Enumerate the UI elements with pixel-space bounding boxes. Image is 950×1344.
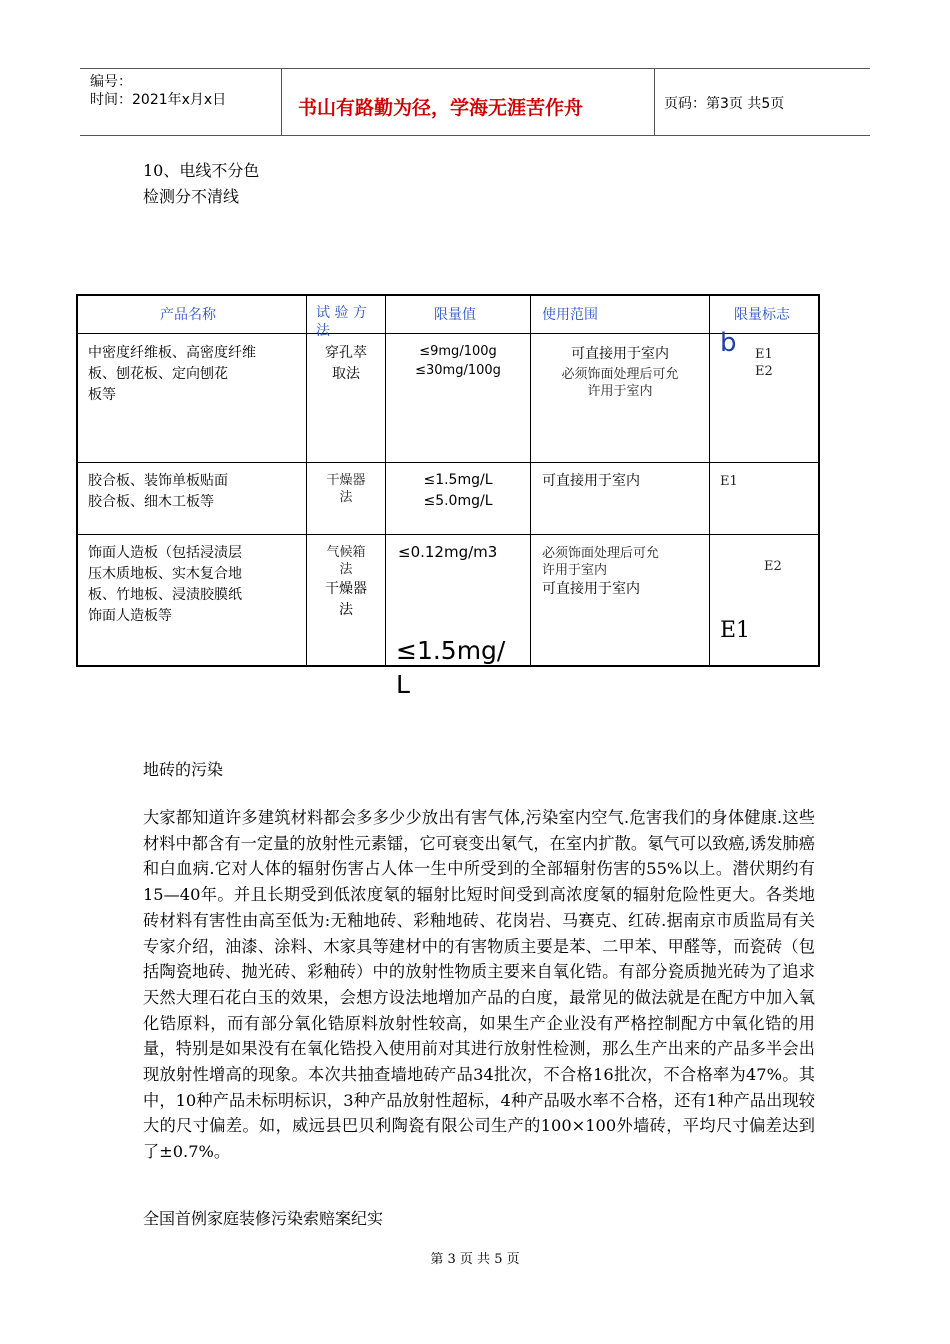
header-divider [281, 68, 282, 136]
limit-value-line: ≤1.5mg/ [396, 636, 506, 665]
method-line: 干燥器 [325, 581, 367, 597]
scope-main: 可直接用于室内 [542, 581, 640, 597]
limit-mark-stray-glyph: b [720, 328, 737, 358]
intro-line-1: 10、电线不分色 [143, 161, 260, 180]
limit-value: ≤1.5mg/L [423, 472, 493, 488]
header-test-method: 试 验 方 法 [316, 305, 367, 339]
product-name-line: 压木质地板、实木复合地 [88, 566, 242, 582]
product-name-line: 饰面人造板（包括浸渍层 [88, 545, 242, 561]
method-line: 干燥器 [326, 473, 366, 488]
limit-mark: E2 [764, 559, 782, 574]
document-number-label: 编号： [90, 74, 132, 90]
row-divider [78, 534, 818, 535]
limit-value: ≤30mg/100g [415, 363, 501, 378]
section-title: 地砖的污染 [143, 760, 224, 779]
row-divider [78, 333, 818, 334]
limit-value: ≤9mg/100g [419, 344, 497, 359]
limit-value-line: L [396, 670, 410, 699]
header-limit-mark: 限量标志 [734, 307, 790, 323]
header-motto: 书山有路勤为径，学海无涯苦作舟 [298, 97, 584, 119]
header-product-name: 产品名称 [160, 307, 216, 323]
col-divider [306, 296, 307, 665]
limit-value: ≤5.0mg/L [423, 493, 493, 509]
header-top-rule [80, 68, 870, 69]
product-name-line: 中密度纤维板、高密度纤维 [88, 345, 256, 361]
product-name-line: 板、竹地板、浸渍胶膜纸 [88, 587, 242, 603]
intro-line-2: 检测分不清线 [143, 187, 240, 206]
document-time-label: 时间：2021年x月x日 [90, 92, 227, 108]
limit-value: ≤0.12mg/m3 [398, 543, 498, 561]
page-footer: 第 3 页 共 5 页 [430, 1252, 520, 1267]
header-scope: 使用范围 [542, 307, 598, 323]
header-divider [654, 68, 655, 136]
header-bottom-rule [80, 135, 870, 136]
product-name-line: 胶合板、细木工板等 [88, 494, 214, 510]
method-line: 气候箱 [326, 545, 366, 560]
method-line: 法 [339, 602, 353, 618]
header-limit-value: 限量值 [434, 307, 476, 323]
limits-table [76, 294, 820, 667]
limit-value-overflow [396, 634, 505, 702]
product-name-line: 饰面人造板等 [88, 608, 172, 624]
scope-sub-line: 许用于室内 [587, 384, 653, 399]
method-line: 法 [339, 562, 353, 577]
limit-mark: E1 [720, 474, 738, 489]
product-name-line: 板等 [88, 387, 116, 403]
product-name-line: 胶合板、装饰单板贴面 [88, 473, 228, 489]
closing-line: 全国首例家庭装修污染索赔案纪实 [143, 1209, 384, 1228]
limit-mark: E2 [755, 364, 773, 379]
limit-mark: E1 [755, 347, 773, 362]
body-paragraph: 大家都知道许多建筑材料都会多多少少放出有害气体,污染室内空气.危害我们的身体健康.这些材料中都含有一定量的放射性元素镭，它可衰变出氡气，在室内扩散。氡气可以致癌,诱发肺癌和白血病.它对人体的辐射伤害占人体一生中所受到的全部辐射伤害的55%以上。潜伏期约有15—40年。并且长期受到低浓度氡的辐射比短时间受到高浓度氡的辐射危险性更大。各类地砖材料有害性由高至低为:无釉地砖、彩釉地砖、花岗岩、马赛克、红砖.据南京市质监局有关专家介绍，油漆、涂料、木家具等建材中的有害物质主要是苯、二甲苯、甲醛等，而瓷砖（包 括陶瓷地砖、抛光砖、彩釉砖）中的放射性物质主要来自氧化锆。有部分瓷质抛光砖为了追求天然大理石花白玉的效果，会想方设法地增加产品的白度，最常见的做法就是在配方中加入氧化锆原料，而有部分氧化锆原料放射性较高，如果生产企业没有严格控制配方中氧化锆的用量，特别是如果没有在氧化锆投入使用前对其进行放射性检测，那么生产出来的产品多半会出现放射性增高的现象。本次共抽查墙地砖产品34批次，不合格16批次，不合格率为47%。其中，10种产品未标明标识，3种产品放射性超标，4种产品吸水率不合格，还有1种产品出现较大的尺寸偏差。如，威远县巴贝利陶瓷有限公司生产的100×100外墙砖，平均尺寸偏差达到了±0.7%。 [143, 808, 815, 1162]
scope-sub-line: 必须饰面处理后可允 [561, 367, 679, 382]
header-page-info: 页码：第3页 共5页 [664, 96, 785, 112]
scope-sub-line: 必须饰面处理后可允 [542, 546, 660, 561]
product-name-line: 板、刨花板、定向刨花 [88, 366, 228, 382]
scope-main: 可直接用于室内 [542, 473, 640, 489]
method-line: 法 [339, 490, 353, 505]
col-divider [709, 296, 710, 665]
scope-main: 可直接用于室内 [571, 346, 669, 362]
row-divider [78, 462, 818, 463]
limit-mark: E1 [720, 618, 751, 643]
method-line: 取法 [332, 366, 360, 382]
method-line: 穿孔萃 [325, 345, 367, 361]
scope-sub-line: 许用于室内 [542, 563, 608, 578]
